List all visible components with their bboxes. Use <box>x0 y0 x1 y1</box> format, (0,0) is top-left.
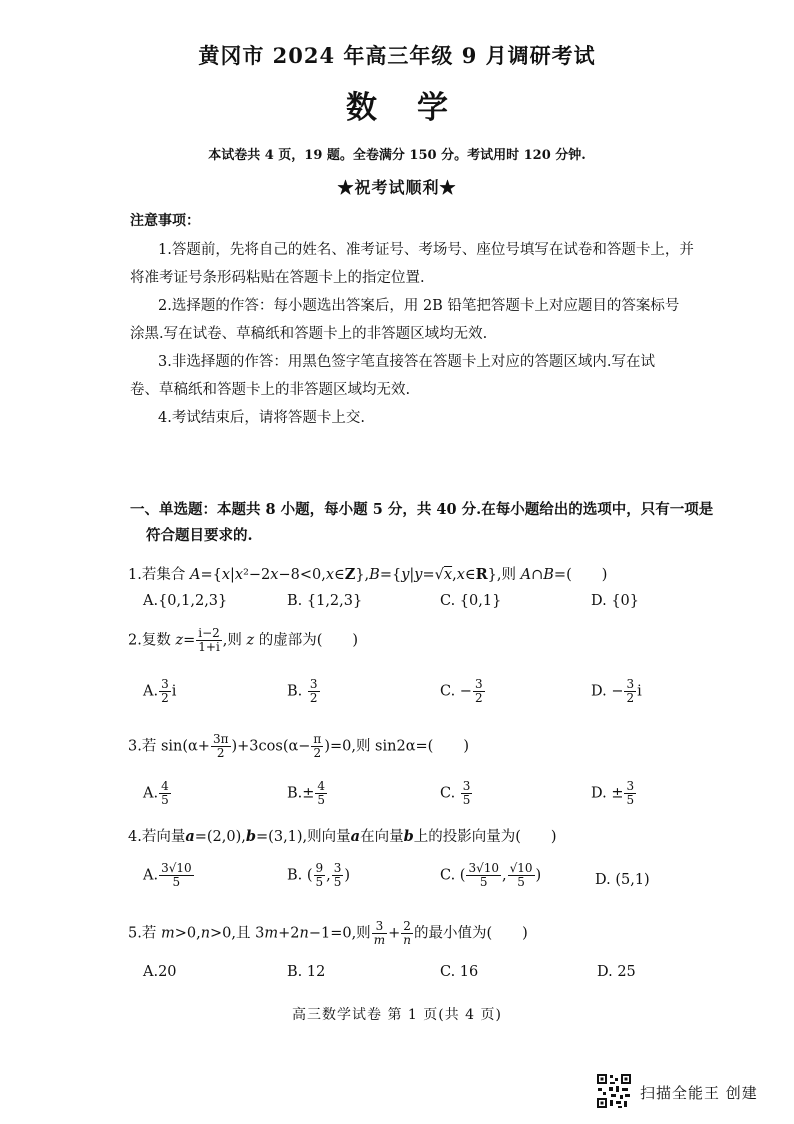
exam-title: 黄冈市 2024 年高三年级 9 月调研考试 <box>198 43 596 68</box>
notice-item: 1.答题前，先将自己的姓名、准考证号、考场号、座位号填写在试卷和答题卡上，并 <box>158 242 694 258</box>
q3-option-d[interactable]: D. ± $\frac{3}{5}$ <box>591 779 635 807</box>
notice-item: 卷、草稿纸和答题卡上的非答题区域均无效. <box>130 382 411 398</box>
section-line: 一、单选题：本题共 8 小题，每小题 5 分，共 40 分.在每小题给出的选项中，只有一项是 <box>130 501 714 518</box>
q4-option-b[interactable]: B. ( $\frac{9}{5}$ , $\frac{3}{5}$ ) <box>287 861 351 889</box>
notice-item: 将准考证号条形码粘贴在答题卡上的指定位置. <box>130 270 425 286</box>
q1-option-d[interactable]: D. {0} <box>591 593 640 609</box>
notice-item: 4.考试结束后，请将答题卡上交. <box>158 410 365 426</box>
scanner-watermark: 扫描全能王 创建 <box>640 1084 758 1102</box>
question-5: 5.若 m>0,n>0,且 3m+2n−1=0,则 $\frac{3}{m}$ + $\frac{2}{n}$ 的最小值为( ) <box>128 919 528 947</box>
good-luck-banner: ★祝考试顺利★ <box>337 178 457 197</box>
q2-option-b[interactable]: B. $\frac{3}{2}$ <box>287 677 318 705</box>
qr-code-icon <box>596 1073 632 1109</box>
notice-list <box>130 236 720 432</box>
section-heading <box>130 497 730 549</box>
notice-item: 3.非选择题的作答：用黑色签字笔直接答在答题卡上对应的答题区域内.写在试 <box>158 354 655 370</box>
q2-option-d[interactable]: D. − $\frac{3}{2}$ i <box>591 677 642 705</box>
notice-item: 涂黑.写在试卷、草稿纸和答题卡上的非答题区域均无效. <box>130 326 488 342</box>
section-line: 符合题目要求的. <box>146 527 253 544</box>
q4-option-a[interactable]: A. $\frac{3√10}{5}$ <box>143 861 192 889</box>
q4-option-d[interactable]: D. (5,1) <box>595 872 650 888</box>
question-3: 3.若 sin(α+ $\frac{3\pi}{2}$ )+3cos(α− $\frac{\pi}{2}$ )=0,则 sin2α=( ) <box>128 732 469 760</box>
q3-option-c[interactable]: C. $\frac{3}{5}$ <box>440 779 471 807</box>
q1-option-c[interactable]: C. {0,1} <box>440 593 502 609</box>
subject-title: 数学 <box>346 90 488 126</box>
notice-item: 2.选择题的作答：每小题选出答案后，用 2B 铅笔把答题卡上对应题目的答案标号 <box>158 298 680 314</box>
page-footer: 高三数学试卷 第 1 页(共 4 页) <box>292 1007 502 1023</box>
question-2: 2.复数 z= $\frac{i-2}{1+i}$ ,则 z 的虚部为( ) <box>128 626 359 654</box>
q1-option-b[interactable]: B. {1,2,3} <box>287 593 363 609</box>
q3-option-b[interactable]: B.± $\frac{4}{5}$ <box>287 779 326 807</box>
notice-heading: 注意事项： <box>130 213 200 229</box>
q5-option-a[interactable]: A.20 <box>143 964 177 980</box>
q5-option-c[interactable]: C. 16 <box>440 964 479 980</box>
q3-option-a[interactable]: A. $\frac{4}{5}$ <box>143 779 169 807</box>
question-4: 4.若向量a=(2,0),b=(3,1),则向量a在向量b上的投影向量为( ) <box>128 828 557 845</box>
q2-option-a[interactable]: A. $\frac{3}{2}$ i <box>143 677 177 705</box>
q5-option-b[interactable]: B. 12 <box>287 964 326 980</box>
q1-option-a[interactable]: A.{0,1,2,3} <box>143 593 228 609</box>
exam-info: 本试卷共 4 页，19 题。全卷满分 150 分。考试用时 120 分钟. <box>208 148 586 163</box>
q5-option-d[interactable]: D. 25 <box>597 964 636 980</box>
q4-option-c[interactable]: C. ( $\frac{3√10}{5}$ , $\frac{√10}{5}$ ) <box>440 861 542 889</box>
q2-option-c[interactable]: C. − $\frac{3}{2}$ <box>440 677 483 705</box>
question-1: 1.若集合 A={x|x²−2x−8<0,x∈Z},B={y|y=√x,x∈R},则 A∩B=( ) <box>128 566 608 583</box>
